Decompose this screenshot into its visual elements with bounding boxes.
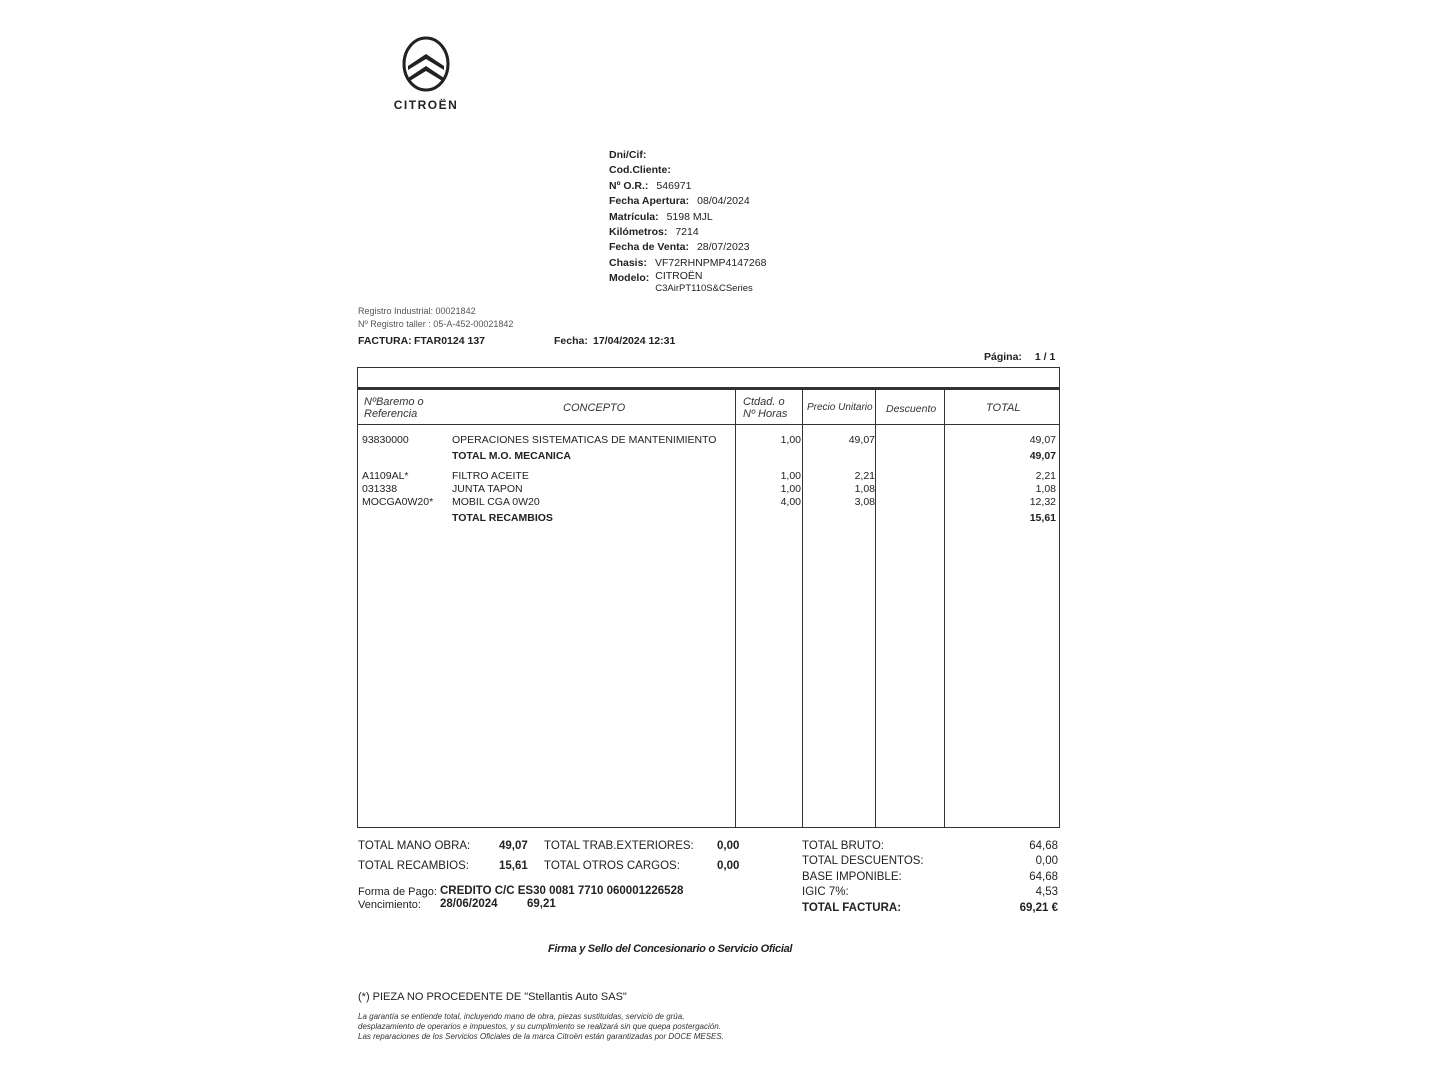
header-ref <box>364 396 424 420</box>
row-price: 49,07 <box>848 434 875 446</box>
modelo-value <box>655 271 753 294</box>
legal-line: Las reparaciones de los Servicios Oficiales de la marca Citroën están garantizadas por DOCE MESES. <box>358 1032 724 1041</box>
customer-info <box>609 148 766 294</box>
header-ref-line2: Referencia <box>364 408 418 420</box>
apertura-label: Fecha Apertura: <box>609 195 690 208</box>
row-total: 49,07 <box>1029 434 1056 446</box>
base-label: BASE IMPONIBLE: <box>802 871 902 883</box>
row-qty: 1,00 <box>780 483 801 495</box>
apertura-value: 08/04/2024 <box>697 195 750 208</box>
vencimiento-amount: 69,21 <box>527 898 556 910</box>
total-factura-label: TOTAL FACTURA: <box>802 902 902 914</box>
matricula-label: Matrícula: <box>609 210 659 223</box>
otros-value: 0,00 <box>717 860 740 872</box>
recambios-value: 15,61 <box>499 860 528 872</box>
header-qty-line2: Nº Horas <box>743 408 788 420</box>
bruto-value: 64,68 <box>1029 840 1058 852</box>
header-qty <box>743 396 787 420</box>
row-total: 12,32 <box>1029 496 1056 508</box>
header-descuento: Descuento <box>886 403 937 415</box>
row-qty: 1,00 <box>780 470 801 482</box>
header-ref-line1: NºBaremo o <box>364 396 424 408</box>
forma-pago-label: Forma de Pago: <box>358 886 437 898</box>
row-total: 1,08 <box>1035 483 1056 495</box>
row-ref: 031338 <box>362 483 398 495</box>
trab-ext-value: 0,00 <box>717 840 740 852</box>
row-ref: 93830000 <box>362 434 409 446</box>
otros-label: TOTAL OTROS CARGOS: <box>544 860 680 872</box>
venta-value: 28/07/2023 <box>696 241 750 254</box>
subtotal-label: TOTAL RECAMBIOS <box>452 512 553 524</box>
cod-cliente-label: Cod.Cliente: <box>609 164 671 177</box>
dni-label: Dni/Cif: <box>609 149 647 161</box>
modelo-line1: CITROËN <box>655 270 703 283</box>
pagina-value: 1 / 1 <box>1034 351 1056 363</box>
pagina-label: Página: <box>984 351 1022 363</box>
fecha-value: 17/04/2024 12:31 <box>593 335 676 347</box>
factura-value: FTAR0124 137 <box>414 335 486 347</box>
citroen-chevrons-icon <box>386 36 466 96</box>
row-qty: 1,00 <box>780 434 801 446</box>
row-concept: MOBIL CGA 0W20 <box>452 496 540 508</box>
row-ref: MOCGA0W20* <box>362 496 434 508</box>
subtotal-label: TOTAL M.O. MECANICA <box>452 450 571 462</box>
recambios-label: TOTAL RECAMBIOS: <box>358 860 469 872</box>
brand-name: CITROËN <box>393 98 459 112</box>
col-divider <box>944 390 945 827</box>
row-qty: 4,00 <box>780 496 801 508</box>
header-divider <box>358 424 1059 425</box>
chasis-value: VF72RHNPMP4147268 <box>654 256 767 269</box>
header-precio: Precio Unitario <box>807 402 873 413</box>
row-concept: OPERACIONES SISTEMATICAS DE MANTENIMIENTO <box>452 434 717 446</box>
pagina <box>984 351 1055 363</box>
matricula-value: 5198 MJL <box>666 210 713 223</box>
row-price: 3,08 <box>854 496 875 508</box>
igic-value: 4,53 <box>1035 886 1058 898</box>
col-divider <box>735 390 736 827</box>
header-concepto: CONCEPTO <box>563 402 626 414</box>
trab-ext-label: TOTAL TRAB.EXTERIORES: <box>544 840 694 852</box>
forma-pago-value: CREDITO C/C ES30 0081 7710 060001226528 <box>440 885 684 897</box>
row-price: 1,08 <box>854 483 875 495</box>
descuentos-value: 0,00 <box>1035 855 1058 867</box>
header-qty-line1: Ctdad. o <box>743 396 785 408</box>
subtotal-value: 15,61 <box>1029 512 1056 524</box>
fecha-label: Fecha: <box>554 335 588 347</box>
vencimiento-date: 28/06/2024 <box>440 898 498 910</box>
or-value: 546971 <box>656 179 692 192</box>
col-divider <box>802 390 803 827</box>
row-concept: JUNTA TAPON <box>452 483 523 495</box>
items-table <box>357 387 1060 828</box>
mano-obra-label: TOTAL MANO OBRA: <box>358 840 471 852</box>
venta-label: Fecha de Venta: <box>609 241 689 254</box>
header-total: TOTAL <box>986 402 1021 414</box>
citroen-logo <box>386 36 466 112</box>
mano-obra-value: 49,07 <box>499 840 528 852</box>
legal-line: La garantía se entiende total, incluyendo mano de obra, piezas sustituidas, servicio de grúa, <box>358 1012 685 1021</box>
igic-label: IGIC 7%: <box>802 886 849 898</box>
base-value: 64,68 <box>1029 871 1058 883</box>
descuentos-label: TOTAL DESCUENTOS: <box>802 855 924 867</box>
row-concept: FILTRO ACEITE <box>452 470 529 482</box>
modelo-label: Modelo: <box>609 272 650 285</box>
legal-line: desplazamiento de operarios e impuestos, y su cumplimiento se realizará sin que quepa postergación. <box>358 1022 721 1031</box>
chasis-label: Chasis: <box>609 256 647 269</box>
col-divider <box>875 390 876 827</box>
vencimiento-label: Vencimiento: <box>358 899 421 911</box>
or-label: Nº O.R.: <box>609 179 649 192</box>
legal-text <box>358 1012 724 1042</box>
pieza-note: (*) PIEZA NO PROCEDENTE DE "Stellantis Auto SAS" <box>358 991 627 1003</box>
bruto-label: TOTAL BRUTO: <box>802 840 885 852</box>
registro-industrial: Registro Industrial: 00021842 <box>358 306 476 316</box>
row-ref: A1109AL* <box>362 470 409 482</box>
registry-info <box>358 305 513 331</box>
km-label: Kilómetros: <box>609 226 668 239</box>
modelo-line2: C3AirPT110S&CSeries <box>655 282 753 294</box>
table-top-box <box>357 367 1060 388</box>
factura-label: FACTURA: <box>358 335 412 347</box>
total-factura-value: 69,21 € <box>1019 902 1058 914</box>
row-price: 2,21 <box>854 470 875 482</box>
firma-sello: Firma y Sello del Concesionario o Servicio Oficial <box>548 943 793 955</box>
row-total: 2,21 <box>1035 470 1056 482</box>
km-value: 7214 <box>675 226 699 239</box>
registro-taller: Nº Registro taller : 05-A-452-00021842 <box>358 319 514 329</box>
subtotal-value: 49,07 <box>1029 450 1056 462</box>
